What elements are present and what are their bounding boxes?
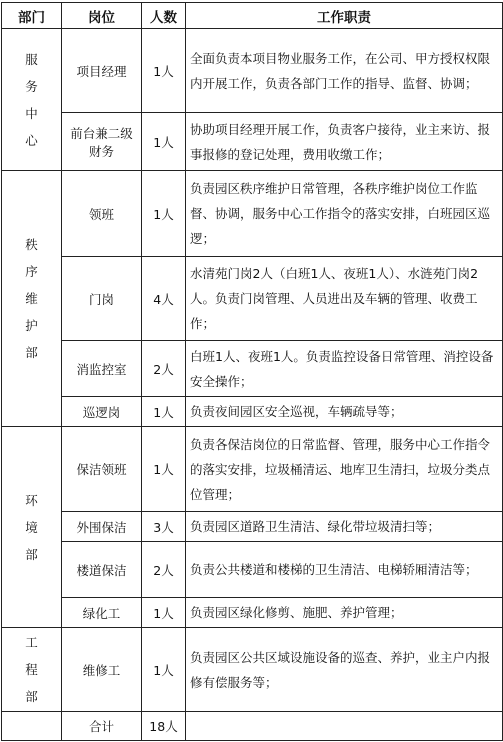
table-row	[2, 257, 503, 341]
table-row	[2, 598, 503, 628]
position-cell: 维修工	[62, 628, 142, 712]
position-cell: 巡逻岗	[62, 397, 142, 427]
duty-cell: 负责园区道路卫生清洁、绿化带垃圾清扫等；	[186, 512, 503, 542]
header-count: 人数	[142, 3, 186, 29]
count-cell: 1人	[142, 113, 186, 171]
staffing-table	[1, 2, 503, 741]
count-cell: 3人	[142, 512, 186, 542]
duty-cell: 负责各保洁岗位的日常监督、管理，服务中心工作指令的落实安排，垃圾桶清运、地库卫生清扫，垃圾分类点位管理；	[186, 427, 503, 512]
count-cell: 2人	[142, 341, 186, 397]
duty-cell: 负责夜间园区安全巡视，车辆疏导等；	[186, 397, 503, 427]
dept-cell-service: 服 务 中 心	[2, 29, 62, 171]
duty-cell: 负责园区公共区域设施设备的巡查、养护，业主户内报修有偿服务等；	[186, 628, 503, 712]
duty-cell: 负责园区绿化修剪、施肥、养护管理；	[186, 598, 503, 628]
dept-cell-security: 秩 序 维 护 部	[2, 171, 62, 427]
count-cell: 2人	[142, 542, 186, 598]
count-cell: 1人	[142, 29, 186, 113]
table-row	[2, 628, 503, 712]
header-dept: 部门	[2, 3, 62, 29]
table-row	[2, 29, 503, 113]
duty-cell: 白班1人、夜班1人。负责监控设备日常管理、消控设备安全操作；	[186, 341, 503, 397]
count-cell: 4人	[142, 257, 186, 341]
table-row	[2, 427, 503, 512]
duty-cell: 协助项目经理开展工作，负责客户接待，业主来访、报事报修的登记处理，费用收缴工作；	[186, 113, 503, 171]
duty-cell: 水清苑门岗2人（白班1人、夜班1人）、水涟苑门岗2人。负责门岗管理、人员进出及车辆的管理、收费工作；	[186, 257, 503, 341]
position-cell: 楼道保洁	[62, 542, 142, 598]
position-cell: 消监控室	[62, 341, 142, 397]
total-count: 18人	[142, 712, 186, 741]
position-cell: 前台兼二级财务	[62, 113, 142, 171]
position-cell: 外围保洁	[62, 512, 142, 542]
table-row	[2, 113, 503, 171]
total-empty-cell	[2, 712, 62, 741]
total-row	[2, 712, 503, 741]
count-cell: 1人	[142, 628, 186, 712]
total-empty-duty	[186, 712, 503, 741]
header-position: 岗位	[62, 3, 142, 29]
dept-cell-environment: 环 境 部	[2, 427, 62, 628]
count-cell: 1人	[142, 427, 186, 512]
position-cell: 门岗	[62, 257, 142, 341]
header-row	[2, 3, 503, 29]
position-cell: 绿化工	[62, 598, 142, 628]
duty-cell: 负责公共楼道和楼梯的卫生清洁、电梯轿厢清洁等；	[186, 542, 503, 598]
position-cell: 保洁领班	[62, 427, 142, 512]
position-cell: 领班	[62, 171, 142, 257]
table-row	[2, 171, 503, 257]
table-row	[2, 397, 503, 427]
table-row	[2, 542, 503, 598]
table-row	[2, 341, 503, 397]
position-cell: 项目经理	[62, 29, 142, 113]
count-cell: 1人	[142, 598, 186, 628]
header-duty: 工作职责	[186, 3, 503, 29]
dept-cell-engineering: 工 程 部	[2, 628, 62, 712]
table-row	[2, 512, 503, 542]
duty-cell: 全面负责本项目物业服务工作，在公司、甲方授权权限内开展工作，负责各部门工作的指导、监督、协调；	[186, 29, 503, 113]
total-label: 合计	[62, 712, 142, 741]
duty-cell: 负责园区秩序维护日常管理，各秩序维护岗位工作监督、协调，服务中心工作指令的落实安排，白班园区巡逻；	[186, 171, 503, 257]
count-cell: 1人	[142, 397, 186, 427]
count-cell: 1人	[142, 171, 186, 257]
